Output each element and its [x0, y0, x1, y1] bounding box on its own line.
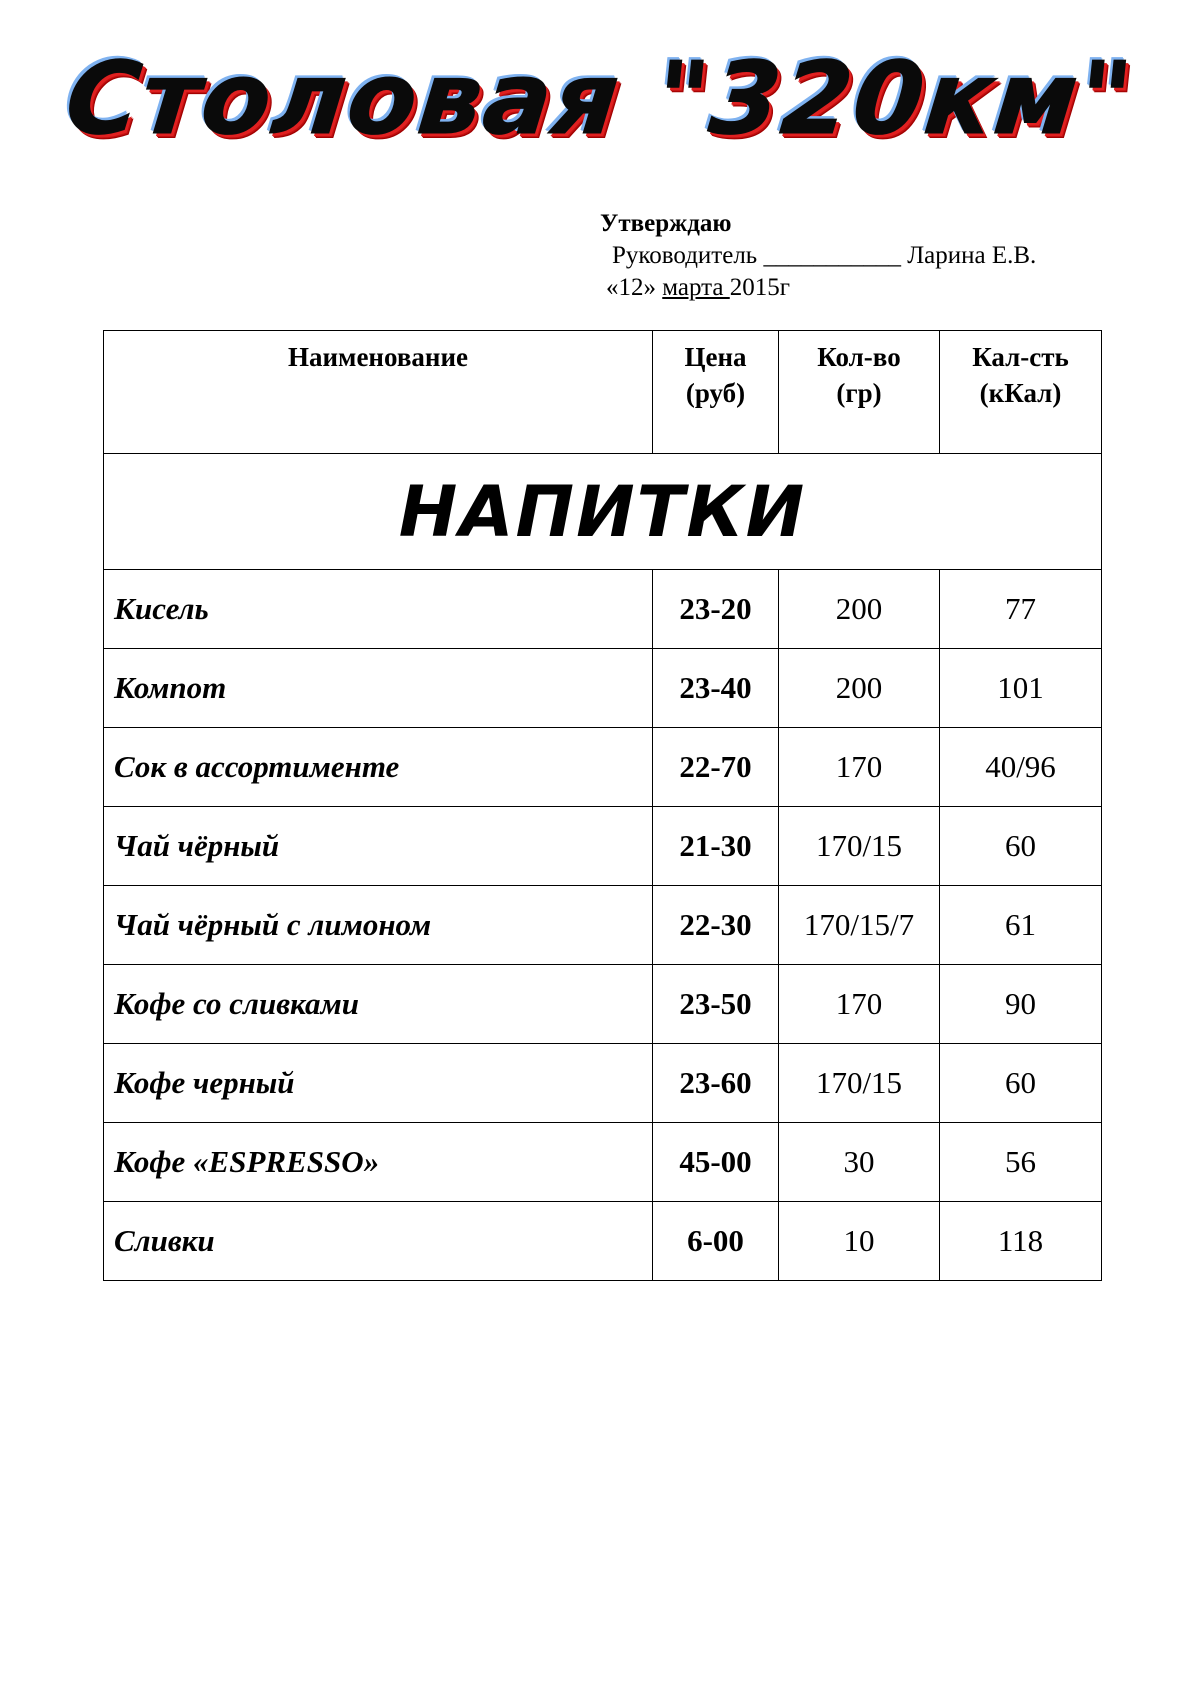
- table-row: [104, 1044, 1102, 1123]
- item-price: 23-50: [653, 965, 779, 1044]
- item-name: Чай чёрный: [104, 807, 653, 886]
- approval-name: Ларина Е.В.: [907, 242, 1037, 269]
- column-header-calories: [940, 331, 1102, 454]
- column-header-unit: (кКал): [979, 378, 1062, 408]
- item-calories: 77: [940, 570, 1102, 649]
- column-header-quantity: [779, 331, 940, 454]
- approval-title: Утверждаю: [600, 210, 732, 237]
- table-row: [104, 570, 1102, 649]
- column-header-price: [653, 331, 779, 454]
- column-header-line: Кал-сть: [972, 342, 1069, 372]
- item-name: Кисель: [104, 570, 653, 649]
- column-header-line: Цена: [684, 342, 747, 372]
- item-quantity: 200: [779, 570, 940, 649]
- item-calories: 90: [940, 965, 1102, 1044]
- column-header-line: Кол-во: [817, 342, 901, 372]
- approval-date-day: «12»: [606, 274, 656, 301]
- item-calories: 56: [940, 1123, 1102, 1202]
- table-row: [104, 649, 1102, 728]
- item-price: 23-20: [653, 570, 779, 649]
- item-quantity: 170: [779, 965, 940, 1044]
- item-price: 45-00: [653, 1123, 779, 1202]
- item-quantity: 200: [779, 649, 940, 728]
- table-row: [104, 886, 1102, 965]
- item-quantity: 170/15: [779, 1044, 940, 1123]
- column-header-unit: (руб): [685, 378, 746, 408]
- item-quantity: 170/15: [779, 807, 940, 886]
- item-price: 21-30: [653, 807, 779, 886]
- approval-date-year: 2015г: [729, 274, 791, 301]
- item-name: Компот: [104, 649, 653, 728]
- item-quantity: 30: [779, 1123, 940, 1202]
- item-price: 23-60: [653, 1044, 779, 1123]
- approval-signature-blank: ___________: [763, 242, 901, 269]
- item-quantity: 10: [779, 1202, 940, 1281]
- table-row: [104, 1123, 1102, 1202]
- page-title: Столовая "320км": [60, 40, 1140, 157]
- item-name: Кофе черный: [104, 1044, 653, 1123]
- approval-block: [600, 208, 1036, 304]
- table-row: [104, 965, 1102, 1044]
- item-calories: 40/96: [940, 728, 1102, 807]
- item-price: 23-40: [653, 649, 779, 728]
- item-name: Чай чёрный с лимоном: [104, 886, 653, 965]
- item-price: 6-00: [653, 1202, 779, 1281]
- item-calories: 118: [940, 1202, 1102, 1281]
- table-row: [104, 728, 1102, 807]
- item-name: Кофе «ESPRESSO»: [104, 1123, 653, 1202]
- approval-date-month: марта: [662, 274, 730, 301]
- item-quantity: 170: [779, 728, 940, 807]
- item-calories: 101: [940, 649, 1102, 728]
- table-row: [104, 807, 1102, 886]
- table-row: [104, 1202, 1102, 1281]
- item-name: Сливки: [104, 1202, 653, 1281]
- menu-rows: [104, 570, 1102, 1281]
- item-calories: 60: [940, 807, 1102, 886]
- approval-role: Руководитель: [612, 242, 758, 269]
- section-title: НАПИТКИ: [104, 454, 1102, 570]
- item-quantity: 170/15/7: [779, 886, 940, 965]
- item-calories: 60: [940, 1044, 1102, 1123]
- column-header-line: Наименование: [288, 342, 468, 372]
- item-price: 22-70: [653, 728, 779, 807]
- item-name: Сок в ассортименте: [104, 728, 653, 807]
- approval-date: [600, 272, 1036, 304]
- item-name: Кофе со сливками: [104, 965, 653, 1044]
- item-calories: 61: [940, 886, 1102, 965]
- item-price: 22-30: [653, 886, 779, 965]
- section-row: [104, 454, 1102, 570]
- table-header-row: [104, 331, 1102, 454]
- approval-signature-line: [600, 240, 1036, 272]
- column-header-name: [104, 331, 653, 454]
- column-header-unit: (гр): [836, 378, 882, 408]
- menu-table: [103, 330, 1102, 1281]
